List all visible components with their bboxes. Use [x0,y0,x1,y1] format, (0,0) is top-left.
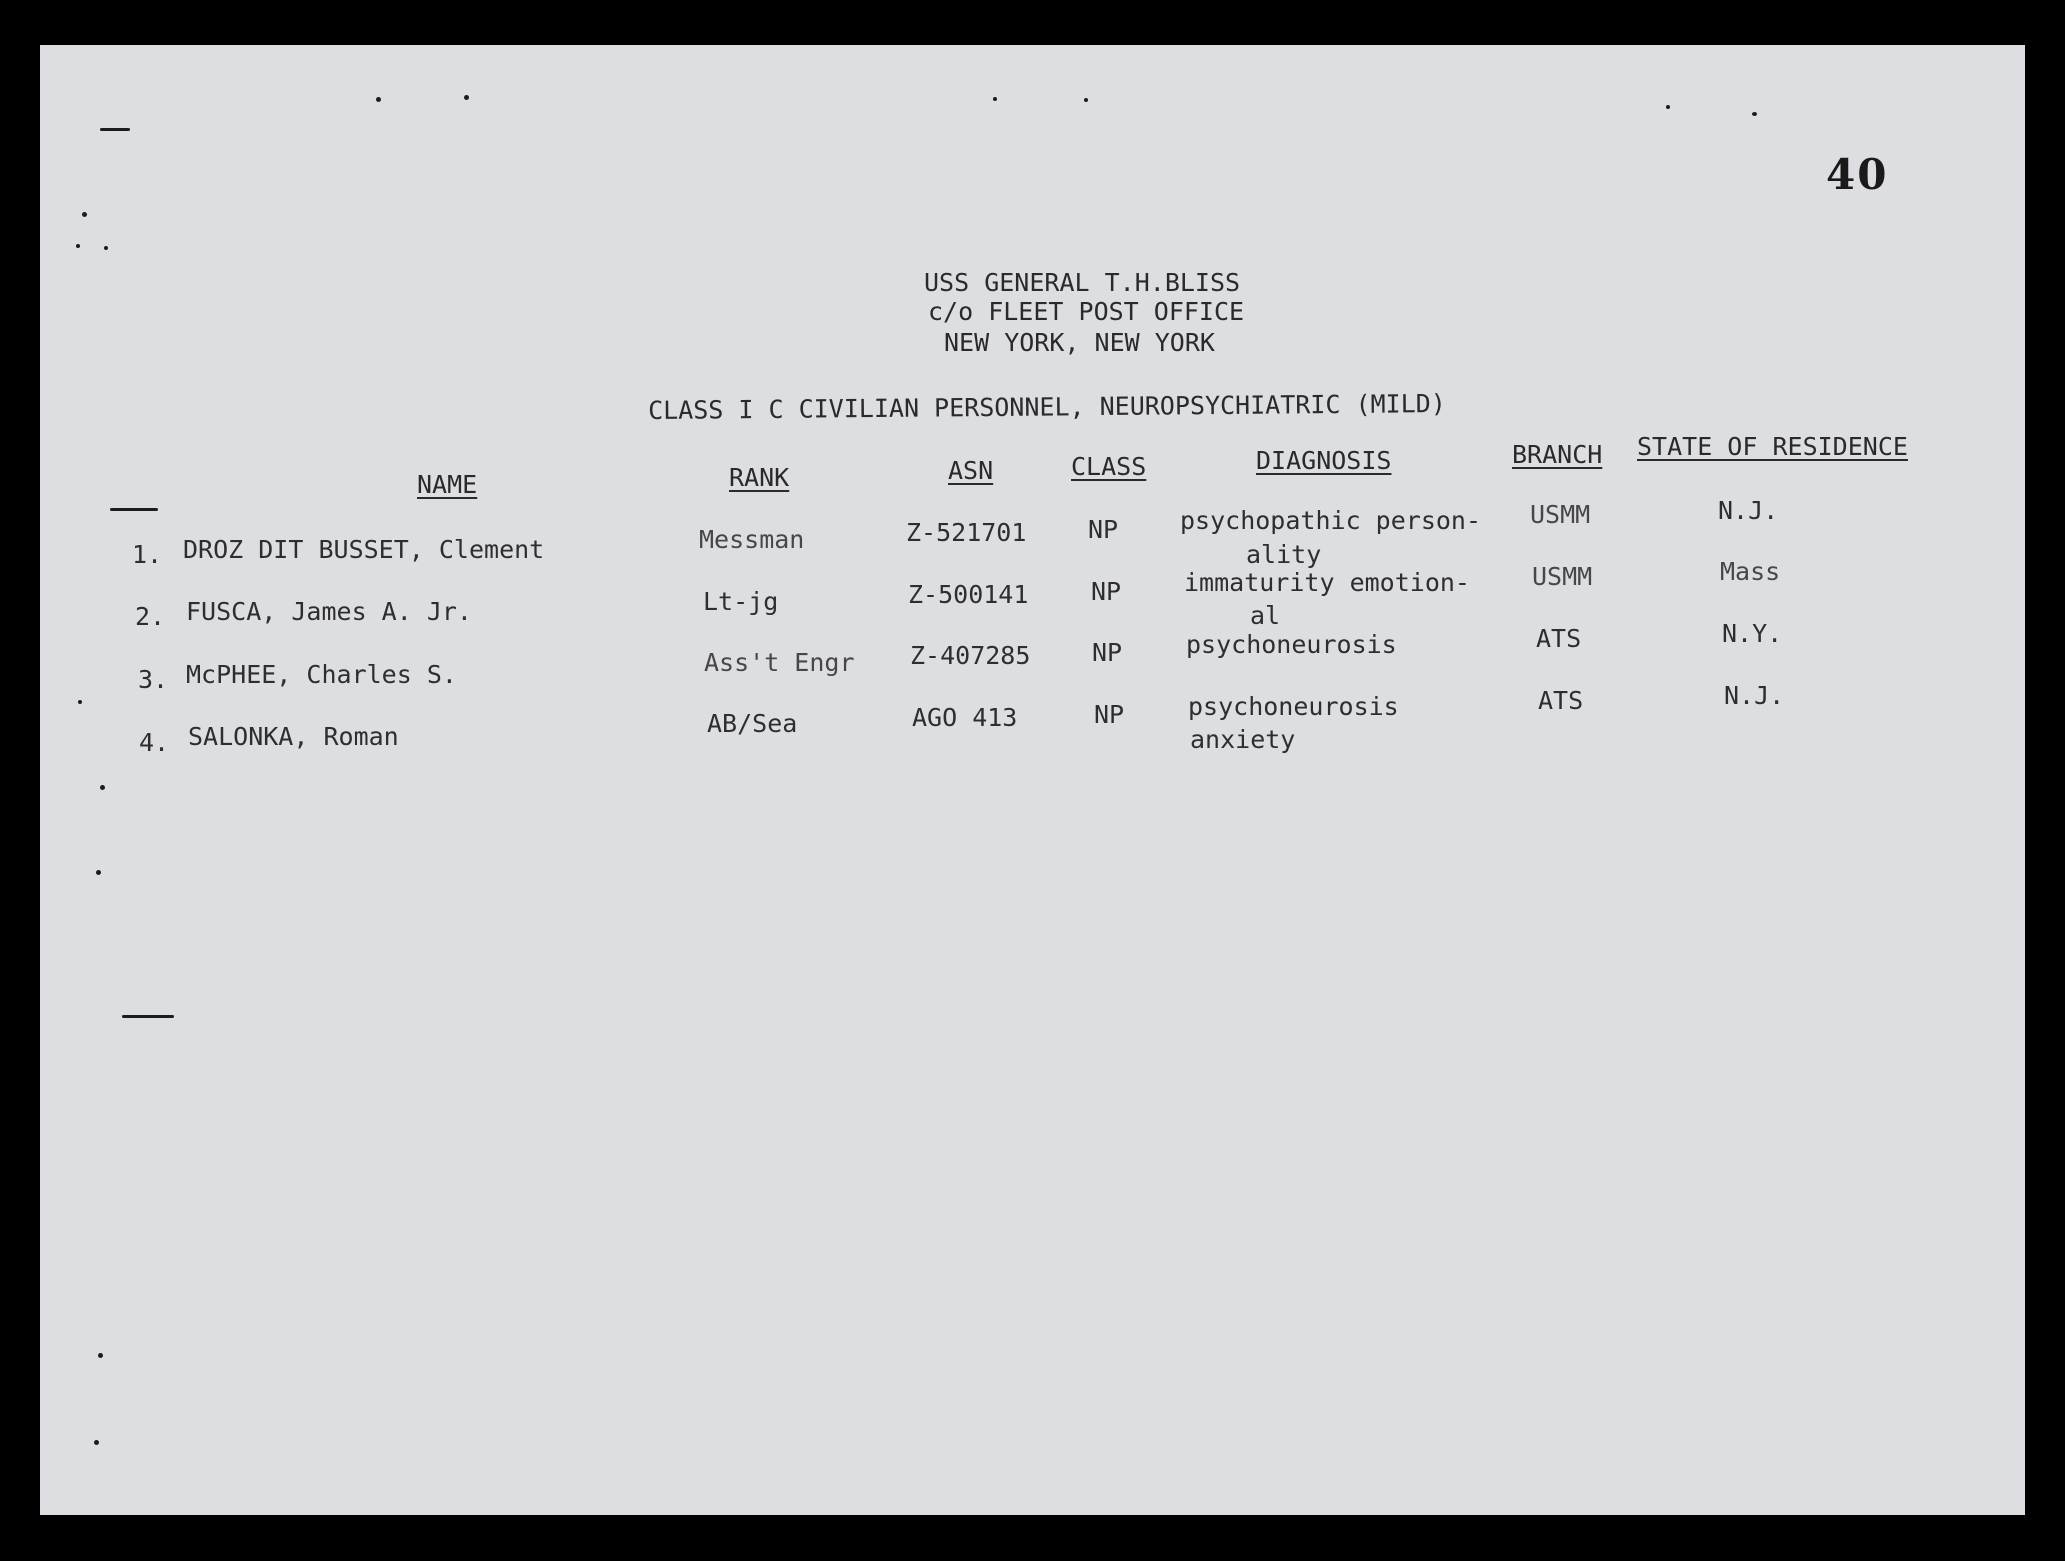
rank-cell: Messman [699,525,805,554]
page-number: 40 [1826,150,1889,199]
state-cell: Mass [1720,557,1781,586]
row-number: 1. [132,540,163,569]
row-number: 2. [135,602,166,631]
name-cell: SALONKA, Roman [188,722,399,751]
column-header-diagnosis: DIAGNOSIS [1256,446,1392,475]
diagnosis-cell: psychoneurosis [1188,692,1399,721]
branch-cell: ATS [1536,624,1582,653]
scan-speck [82,212,87,217]
row-number: 3. [138,665,169,694]
header-city: NEW YORK, NEW YORK [944,328,1215,357]
diagnosis-cell: psychopathic person- [1180,506,1482,535]
column-header-name: NAME [417,470,478,499]
header-post-office: c/o FLEET POST OFFICE [928,297,1245,326]
name-cell: FUSCA, James A. Jr. [186,597,472,626]
column-header-class: CLASS [1071,452,1147,481]
asn-cell: AGO 413 [912,703,1018,732]
document-sheet [40,45,2025,1515]
scan-mark [100,128,130,131]
row-number: 4. [139,728,170,757]
scan-speck [100,785,105,790]
diagnosis-cell-continued: anxiety [1190,725,1296,754]
scan-mark [122,1015,174,1018]
scan-speck [1752,112,1757,116]
class-cell: NP [1094,700,1125,729]
class-cell: NP [1088,515,1119,544]
asn-cell: Z-407285 [910,641,1031,670]
diagnosis-cell-continued: al [1250,601,1281,630]
diagnosis-cell-continued: ality [1246,540,1322,569]
scan-speck [96,870,101,875]
rank-cell: AB/Sea [707,709,798,738]
header-ship-name: USS GENERAL T.H.BLISS [924,268,1241,297]
branch-cell: USMM [1530,500,1591,529]
scan-speck [98,1353,103,1358]
scan-speck [993,97,997,101]
document-subtitle: CLASS I C CIVILIAN PERSONNEL, NEUROPSYCHIATRIC (MILD) [648,389,1446,425]
asn-cell: Z-521701 [906,518,1027,547]
name-cell: DROZ DIT BUSSET, Clement [183,535,545,564]
diagnosis-cell: immaturity emotion- [1184,568,1470,597]
scan-speck [76,244,80,248]
state-cell: N.Y. [1722,619,1783,648]
scan-speck [78,700,82,704]
scan-speck [94,1440,99,1445]
column-header-state: STATE OF RESIDENCE [1637,432,1908,461]
state-cell: N.J. [1718,496,1779,525]
rank-cell: Ass't Engr [704,648,855,677]
state-cell: N.J. [1724,681,1785,710]
scan-speck [1084,98,1088,102]
diagnosis-cell: psychoneurosis [1186,630,1397,659]
branch-cell: ATS [1538,686,1584,715]
asn-cell: Z-500141 [908,580,1029,609]
scan-speck [376,97,381,102]
branch-cell: USMM [1532,562,1593,591]
class-cell: NP [1091,577,1122,606]
column-header-asn: ASN [948,456,994,485]
column-header-branch: BRANCH [1512,440,1603,469]
scan-speck [464,95,469,100]
class-cell: NP [1092,638,1123,667]
scan-speck [1666,105,1670,109]
scan-mark [110,508,158,511]
rank-cell: Lt-jg [703,587,779,616]
column-header-rank: RANK [729,463,790,492]
name-cell: McPHEE, Charles S. [186,660,457,689]
scan-speck [104,246,108,250]
